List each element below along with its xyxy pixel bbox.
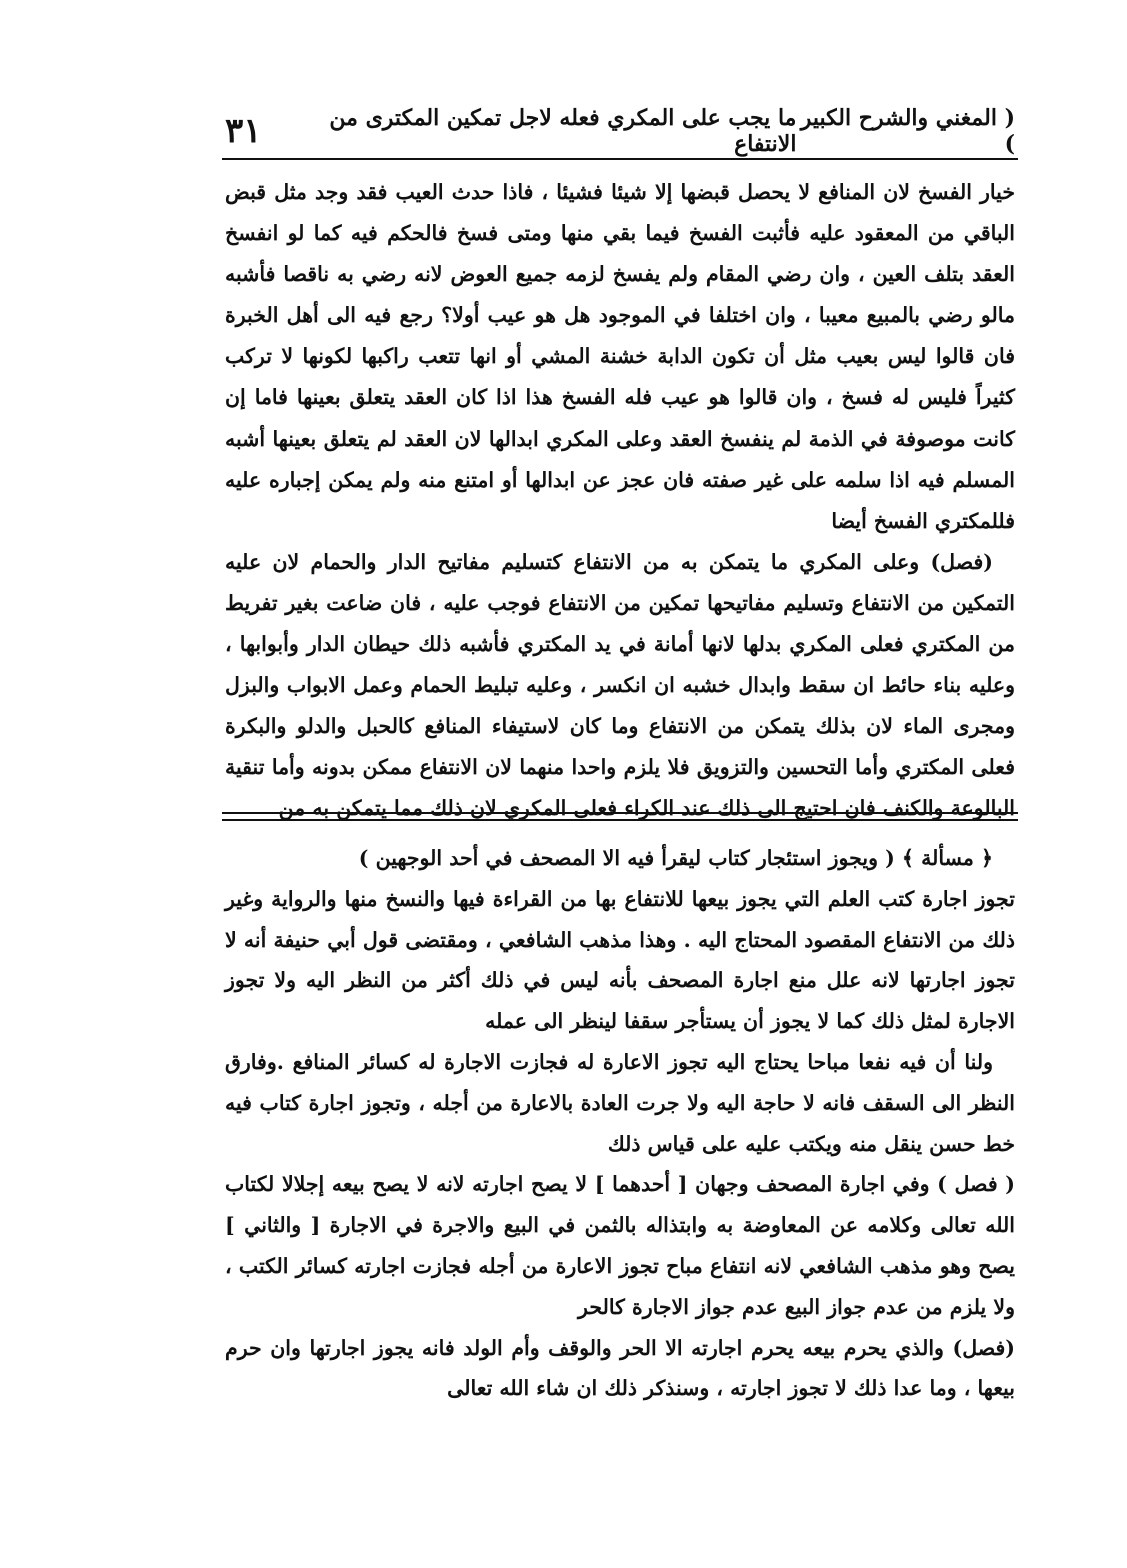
commentary-paragraph-4: (فصل) والذي يحرم بيعه يحرم اجارته الا الحر والوقف وأم الولد فانه يجوز اجارتها وان حرم بيعها ، وما عدا ذلك لا تجوز اجارته ، وسنذكر ذلك ان شاء الله تعالى (225, 1335, 1015, 1401)
separator-rule-top (222, 812, 1018, 814)
main-paragraph-2: (فصل) وعلى المكري ما يتمكن به من الانتفاع كتسليم مفاتيح الدار والحمام لان عليه التمكين من الانتفاع وتسليم مفاتيحها تمكين من الانتفاع فوجب عليه ، فان ضاعت بغير تفريط من المكتري فعلى المكري بدلها لانها أمانة في يد المكتري فأشبه ذلك حيطان الدار وأبوابها ، وعليه بناء حائط ان سقط وابدال خشبه ان انكسر ، وعليه تبليط الحمام وعمل الابواب والبزل ومجرى الماء لان بذلك يتمكن من الانتفاع وما كان لاستيفاء المنافع كالحبل والدلو والبكرة فعلى المكتري وأما التحسين والتزويق فلا يلزم واحدا منهما لان الانتفاع ممكن بدونه وأما تنقية البالوعة والكنف فان احتيج الى ذلك عند الكراء فعلى المكري لان ذلك مما يتمكن به من (225, 549, 1015, 821)
main-text-body (225, 172, 1015, 830)
commentary-paragraph-3: ( فصل ) وفي اجارة المصحف وجهان [ أحدهما ] لا يصح اجارته لانه لا يصح بيعه إجلالا لكتاب الله تعالى وكلامه عن المعاوضة به وابتذاله بالثمن في البيع والاجرة في الاجارة [ والثاني ] يصح وهو مذهب الشافعي لانه انتفاع مباح تجوز الاعارة من أجله فجازت اجارته كسائر الكتب ، ولا يلزم من عدم جواز البيع عدم جواز الاجارة كالحر (225, 1172, 1015, 1319)
page-number: ٣١ (225, 111, 262, 151)
masala-heading: ﴿ مسألة ﴾ ( ويجوز استئجار كتاب ليقرأ فيه الا المصحف في أحد الوجهين ) (358, 846, 993, 870)
commentary-paragraph-1: تجوز اجارة كتب العلم التي يجوز بيعها للانتفاع بها من القراءة فيها والنسخ منها والرواية وغير ذلك من الانتفاع المقصود المحتاج اليه . وهذا مذهب الشافعي ، ومقتضى قول أبي حنيفة أنه لا تجوز اجارتها لانه علل منع اجارة المصحف بأنه ليس في ذلك أكثر من النظر اليه ولا تجوز الاجارة لمثل ذلك كما لا يجوز أن يستأجر سقفا لينظر الى عمله (225, 886, 1015, 1034)
main-paragraph-1: خيار الفسخ لان المنافع لا يحصل قبضها إلا شيئا فشيئا ، فاذا حدث العيب فقد وجد مثل قبض الباقي من المعقود عليه فأثبت الفسخ فيما بقي منها ومتى فسخ فالحكم فيه كما لو انفسخ العقد بتلف العين ، وان رضي المقام ولم يفسخ لزمه جميع العوض لانه رضي به ناقصا فأشبه مالو رضي بالمبيع معيبا ، وان اختلفا في الموجود هل هو عيب أولا؟ رجع فيه الى أهل الخبرة فان قالوا ليس بعيب مثل أن تكون الدابة خشنة المشي أو انها تتعب راكبها لكونها لا تركب كثيراً فليس له فسخ ، وان قالوا هو عيب فله الفسخ هذا اذا كان العقد يتعلق بعينها فاما إن كانت موصوفة في الذمة لم ينفسخ العقد وعلى المكري ابدالها لان العقد لم يتعلق بعينها أشبه المسلم فيه اذا سلمه على غير صفته فان عجز عن ابدالها أو امتنع منه ولم يمكن إجباره عليه فللمكتري الفسخ أيضا (225, 180, 1015, 533)
commentary-text-body (225, 838, 1015, 1409)
header-left-group (225, 105, 796, 157)
section-title: ما يجب على المكري فعله لاجل تمكين المكترى من الانتفاع (329, 105, 797, 157)
book-title: ( المغني والشرح الكبير ) (800, 105, 1015, 157)
commentary-paragraph-2: ولنا أن فيه نفعا مباحا يحتاج اليه تجوز الاعارة له فجازت الاجارة له كسائر المنافع .وفارق النظر الى السقف فانه لا حاجة اليه ولا جرت العادة بالاعارة من أجله ، وتجوز اجارة كتاب فيه خط حسن ينقل منه ويكتب عليه على قياس ذلك (225, 1049, 1015, 1156)
page-header (225, 105, 1015, 157)
separator-rule-bottom (222, 819, 1018, 821)
header-rule (222, 158, 1018, 160)
